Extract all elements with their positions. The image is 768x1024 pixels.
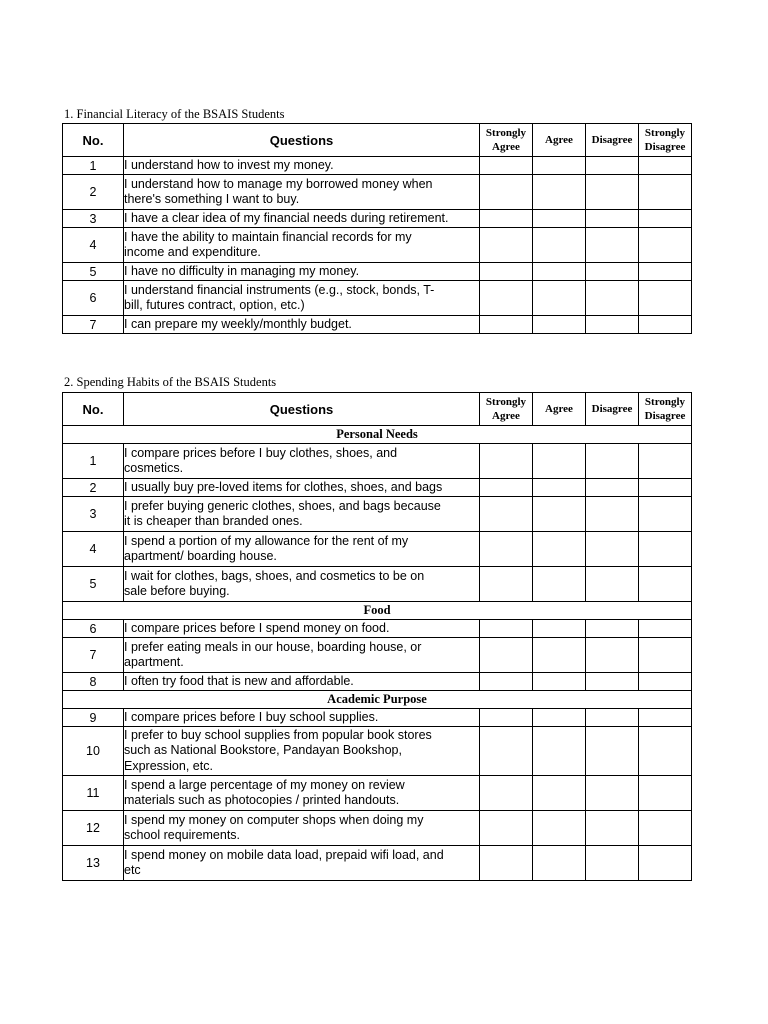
response-cell-strongly-agree[interactable] xyxy=(480,444,533,479)
header-agree: Agree xyxy=(533,393,586,426)
header-line: Strongly xyxy=(644,127,686,139)
response-cell-agree[interactable] xyxy=(533,709,586,727)
question-line: I prefer eating meals in our house, boarding house, or xyxy=(124,639,422,654)
question-row xyxy=(63,532,692,567)
response-cell-agree[interactable] xyxy=(533,157,586,175)
question-line: I often try food that is new and affordable. xyxy=(124,673,354,688)
question-line: I wait for clothes, bags, shoes, and cosmetics to be on xyxy=(124,568,425,583)
question-row xyxy=(63,811,692,846)
question-line: I prefer buying generic clothes, shoes, and bags because xyxy=(124,498,441,513)
question-text xyxy=(124,316,480,334)
response-cell-strongly-disagree[interactable] xyxy=(639,727,692,776)
question-line: sale before buying. xyxy=(124,584,230,598)
response-cell-agree[interactable] xyxy=(533,727,586,776)
response-cell-strongly-agree[interactable] xyxy=(480,157,533,175)
response-cell-agree[interactable] xyxy=(533,316,586,334)
question-number: 2 xyxy=(63,479,124,497)
header-strongly-agree xyxy=(480,393,533,426)
question-text xyxy=(124,157,480,175)
response-cell-strongly-agree[interactable] xyxy=(480,638,533,673)
response-cell-strongly-agree[interactable] xyxy=(480,846,533,881)
question-row xyxy=(63,175,692,210)
question-number: 11 xyxy=(63,776,124,811)
response-cell-strongly-disagree[interactable] xyxy=(639,228,692,263)
response-cell-strongly-disagree[interactable] xyxy=(639,263,692,281)
question-number: 10 xyxy=(63,727,124,776)
question-line: I have no difficulty in managing my money. xyxy=(124,263,360,278)
question-row xyxy=(63,281,692,316)
question-line: I spend a portion of my allowance for the rent of my xyxy=(124,533,409,548)
question-row xyxy=(63,157,692,175)
question-line: I spend a large percentage of my money on review xyxy=(124,777,405,792)
response-cell-strongly-agree[interactable] xyxy=(480,811,533,846)
question-number: 13 xyxy=(63,846,124,881)
question-row xyxy=(63,620,692,638)
response-cell-disagree[interactable] xyxy=(586,709,639,727)
response-cell-disagree[interactable] xyxy=(586,479,639,497)
response-cell-agree[interactable] xyxy=(533,532,586,567)
question-row xyxy=(63,497,692,532)
response-cell-agree[interactable] xyxy=(533,846,586,881)
response-cell-agree[interactable] xyxy=(533,811,586,846)
question-number: 7 xyxy=(63,316,124,334)
question-number: 3 xyxy=(63,210,124,228)
question-text xyxy=(124,727,480,776)
response-cell-agree[interactable] xyxy=(533,210,586,228)
question-text xyxy=(124,444,480,479)
response-cell-disagree[interactable] xyxy=(586,811,639,846)
question-line: I compare prices before I buy school supplies. xyxy=(124,709,379,724)
group-header-row xyxy=(63,602,692,620)
response-cell-strongly-disagree[interactable] xyxy=(639,846,692,881)
response-cell-strongly-disagree[interactable] xyxy=(639,210,692,228)
question-line: apartment. xyxy=(124,655,184,669)
question-row xyxy=(63,210,692,228)
question-text xyxy=(124,846,480,881)
response-cell-disagree[interactable] xyxy=(586,846,639,881)
question-text xyxy=(124,532,480,567)
response-cell-agree[interactable] xyxy=(533,567,586,602)
question-text xyxy=(124,673,480,691)
question-line: apartment/ boarding house. xyxy=(124,549,277,563)
question-line: I understand financial instruments (e.g., stock, bonds, T- xyxy=(124,282,435,297)
group-header-row xyxy=(63,691,692,709)
response-cell-strongly-disagree[interactable] xyxy=(639,316,692,334)
response-cell-agree[interactable] xyxy=(533,281,586,316)
response-cell-strongly-agree[interactable] xyxy=(480,210,533,228)
question-text xyxy=(124,776,480,811)
question-row xyxy=(63,567,692,602)
question-number: 4 xyxy=(63,532,124,567)
question-row xyxy=(63,638,692,673)
response-cell-strongly-agree[interactable] xyxy=(480,316,533,334)
response-cell-agree[interactable] xyxy=(533,620,586,638)
response-cell-agree[interactable] xyxy=(533,444,586,479)
response-cell-strongly-disagree[interactable] xyxy=(639,620,692,638)
question-line: I have a clear idea of my financial needs during retirement. xyxy=(124,210,449,225)
header-line: Agree xyxy=(492,141,520,153)
response-cell-disagree[interactable] xyxy=(586,567,639,602)
header-no: No. xyxy=(63,124,124,157)
question-text xyxy=(124,479,480,497)
question-number: 1 xyxy=(63,444,124,479)
response-cell-agree[interactable] xyxy=(533,776,586,811)
response-cell-strongly-agree[interactable] xyxy=(480,175,533,210)
response-cell-disagree[interactable] xyxy=(586,444,639,479)
question-row xyxy=(63,846,692,881)
question-line: I have the ability to maintain financial records for my xyxy=(124,229,412,244)
question-line: Expression, etc. xyxy=(124,758,213,773)
question-line: I prefer to buy school supplies from popular book stores xyxy=(124,727,432,742)
question-text xyxy=(124,620,480,638)
response-cell-strongly-agree[interactable] xyxy=(480,532,533,567)
question-row xyxy=(63,316,692,334)
group-title: Food xyxy=(63,602,692,620)
response-cell-strongly-disagree[interactable] xyxy=(639,638,692,673)
response-cell-strongly-agree[interactable] xyxy=(480,776,533,811)
header-strongly-agree xyxy=(480,124,533,157)
response-cell-strongly-disagree[interactable] xyxy=(639,567,692,602)
question-line: there's something I want to buy. xyxy=(124,192,300,206)
header-disagree: Disagree xyxy=(586,124,639,157)
response-cell-strongly-disagree[interactable] xyxy=(639,479,692,497)
header-line: Strongly xyxy=(485,127,527,139)
question-number: 8 xyxy=(63,673,124,691)
section-2-caption: 2. Spending Habits of the BSAIS Students xyxy=(64,375,277,389)
header-questions: Questions xyxy=(124,393,480,426)
response-cell-agree[interactable] xyxy=(533,479,586,497)
response-cell-strongly-agree[interactable] xyxy=(480,673,533,691)
header-line: Strongly xyxy=(485,396,527,408)
question-line: bill, futures contract, option, etc.) xyxy=(124,298,305,312)
question-row xyxy=(63,228,692,263)
question-number: 3 xyxy=(63,497,124,532)
header-strongly-disagree xyxy=(639,124,692,157)
financial-literacy-table xyxy=(62,123,692,334)
question-line: I understand how to manage my borrowed money when xyxy=(124,176,433,191)
spending-habits-table xyxy=(62,392,692,881)
response-cell-strongly-disagree[interactable] xyxy=(639,444,692,479)
response-cell-strongly-disagree[interactable] xyxy=(639,157,692,175)
question-line: materials such as photocopies / printed handouts. xyxy=(124,793,400,807)
response-cell-strongly-agree[interactable] xyxy=(480,497,533,532)
question-number: 1 xyxy=(63,157,124,175)
question-line: income and expenditure. xyxy=(124,245,261,259)
response-cell-disagree[interactable] xyxy=(586,727,639,776)
header-strongly-disagree xyxy=(639,393,692,426)
response-cell-strongly-disagree[interactable] xyxy=(639,175,692,210)
header-agree: Agree xyxy=(533,124,586,157)
question-row xyxy=(63,263,692,281)
header-questions: Questions xyxy=(124,124,480,157)
question-number: 5 xyxy=(63,567,124,602)
question-text xyxy=(124,175,480,210)
response-cell-strongly-disagree[interactable] xyxy=(639,532,692,567)
response-cell-disagree[interactable] xyxy=(586,532,639,567)
response-cell-strongly-disagree[interactable] xyxy=(639,497,692,532)
response-cell-agree[interactable] xyxy=(533,673,586,691)
question-line: I compare prices before I buy clothes, shoes, and xyxy=(124,445,398,460)
question-number: 7 xyxy=(63,638,124,673)
response-cell-disagree[interactable] xyxy=(586,316,639,334)
response-cell-agree[interactable] xyxy=(533,175,586,210)
question-line: etc xyxy=(124,863,141,877)
response-cell-strongly-disagree[interactable] xyxy=(639,811,692,846)
response-cell-strongly-agree[interactable] xyxy=(480,281,533,316)
question-line: such as National Bookstore, Pandayan Bookshop, xyxy=(124,743,402,758)
group-title: Academic Purpose xyxy=(63,691,692,709)
financial-literacy-rows xyxy=(63,157,692,334)
question-text xyxy=(124,210,480,228)
question-number: 5 xyxy=(63,263,124,281)
response-cell-strongly-agree[interactable] xyxy=(480,228,533,263)
question-line: it is cheaper than branded ones. xyxy=(124,514,303,528)
response-cell-agree[interactable] xyxy=(533,228,586,263)
response-cell-disagree[interactable] xyxy=(586,175,639,210)
response-cell-disagree[interactable] xyxy=(586,263,639,281)
response-cell-strongly-agree[interactable] xyxy=(480,620,533,638)
question-number: 6 xyxy=(63,620,124,638)
response-cell-disagree[interactable] xyxy=(586,673,639,691)
response-cell-strongly-disagree[interactable] xyxy=(639,776,692,811)
question-row xyxy=(63,709,692,727)
header-no: No. xyxy=(63,393,124,426)
question-row xyxy=(63,444,692,479)
question-text xyxy=(124,567,480,602)
question-number: 4 xyxy=(63,228,124,263)
response-cell-strongly-agree[interactable] xyxy=(480,727,533,776)
section-1-caption: 1. Financial Literacy of the BSAIS Students xyxy=(64,107,285,121)
response-cell-strongly-agree[interactable] xyxy=(480,709,533,727)
question-line: I spend money on mobile data load, prepaid wifi load, and xyxy=(124,847,444,862)
header-line: Disagree xyxy=(644,410,686,422)
question-text xyxy=(124,228,480,263)
response-cell-strongly-agree[interactable] xyxy=(480,263,533,281)
question-text xyxy=(124,638,480,673)
response-cell-strongly-agree[interactable] xyxy=(480,479,533,497)
spending-habits-rows xyxy=(63,426,692,881)
group-title: Personal Needs xyxy=(63,426,692,444)
question-line: I usually buy pre-loved items for clothes, shoes, and bags xyxy=(124,479,443,494)
response-cell-strongly-disagree[interactable] xyxy=(639,281,692,316)
question-line: I understand how to invest my money. xyxy=(124,157,334,172)
question-row xyxy=(63,673,692,691)
header-line: Strongly xyxy=(644,396,686,408)
response-cell-strongly-disagree[interactable] xyxy=(639,709,692,727)
group-header-row xyxy=(63,426,692,444)
header-line: Disagree xyxy=(644,141,686,153)
question-text xyxy=(124,811,480,846)
question-line: school requirements. xyxy=(124,828,241,842)
question-number: 2 xyxy=(63,175,124,210)
question-row xyxy=(63,479,692,497)
question-line: I can prepare my weekly/monthly budget. xyxy=(124,316,352,331)
response-cell-agree[interactable] xyxy=(533,263,586,281)
header-disagree: Disagree xyxy=(586,393,639,426)
question-number: 9 xyxy=(63,709,124,727)
response-cell-disagree[interactable] xyxy=(586,228,639,263)
response-cell-strongly-disagree[interactable] xyxy=(639,673,692,691)
question-row xyxy=(63,776,692,811)
question-line: cosmetics. xyxy=(124,461,184,475)
response-cell-agree[interactable] xyxy=(533,497,586,532)
question-number: 6 xyxy=(63,281,124,316)
question-text xyxy=(124,709,480,727)
response-cell-disagree[interactable] xyxy=(586,157,639,175)
question-row xyxy=(63,727,692,776)
response-cell-agree[interactable] xyxy=(533,638,586,673)
question-text xyxy=(124,281,480,316)
response-cell-disagree[interactable] xyxy=(586,210,639,228)
response-cell-disagree[interactable] xyxy=(586,281,639,316)
question-text xyxy=(124,263,480,281)
response-cell-disagree[interactable] xyxy=(586,638,639,673)
question-line: I spend my money on computer shops when doing my xyxy=(124,812,424,827)
response-cell-disagree[interactable] xyxy=(586,776,639,811)
response-cell-strongly-agree[interactable] xyxy=(480,567,533,602)
question-number: 12 xyxy=(63,811,124,846)
response-cell-disagree[interactable] xyxy=(586,620,639,638)
header-line: Agree xyxy=(492,410,520,422)
question-text xyxy=(124,497,480,532)
question-line: I compare prices before I spend money on food. xyxy=(124,620,390,635)
response-cell-disagree[interactable] xyxy=(586,497,639,532)
